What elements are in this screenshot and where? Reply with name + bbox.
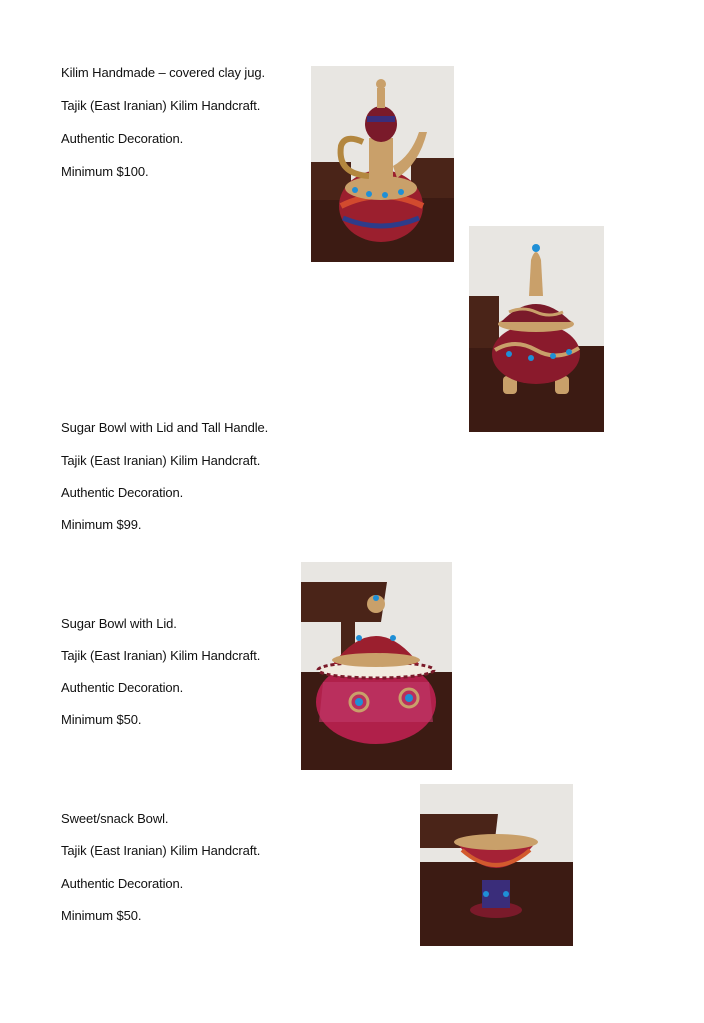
product-price: Minimum $50. — [61, 908, 142, 923]
snack-bowl-photo — [420, 784, 573, 946]
product-price: Minimum $100. — [61, 164, 149, 179]
product-decoration: Authentic Decoration. — [61, 680, 184, 695]
jug-photo — [311, 66, 454, 262]
product-title: Sweet/snack Bowl. — [61, 811, 169, 826]
product-origin: Tajik (East Iranian) Kilim Handcraft. — [61, 843, 261, 858]
product-decoration: Authentic Decoration. — [61, 876, 184, 891]
product-decoration: Authentic Decoration. — [61, 131, 184, 146]
product-origin: Tajik (East Iranian) Kilim Handcraft. — [61, 453, 261, 468]
product-origin: Tajik (East Iranian) Kilim Handcraft. — [61, 648, 261, 663]
sugar-bowl-photo — [301, 562, 452, 770]
product-title: Sugar Bowl with Lid and Tall Handle. — [61, 420, 269, 435]
product-decoration: Authentic Decoration. — [61, 485, 184, 500]
product-title: Sugar Bowl with Lid. — [61, 616, 177, 631]
product-price: Minimum $50. — [61, 712, 142, 727]
product-price: Minimum $99. — [61, 517, 142, 532]
product-origin: Tajik (East Iranian) Kilim Handcraft. — [61, 98, 261, 113]
tall-sugar-bowl-photo — [469, 226, 604, 432]
product-title: Kilim Handmade – covered clay jug. — [61, 65, 265, 80]
